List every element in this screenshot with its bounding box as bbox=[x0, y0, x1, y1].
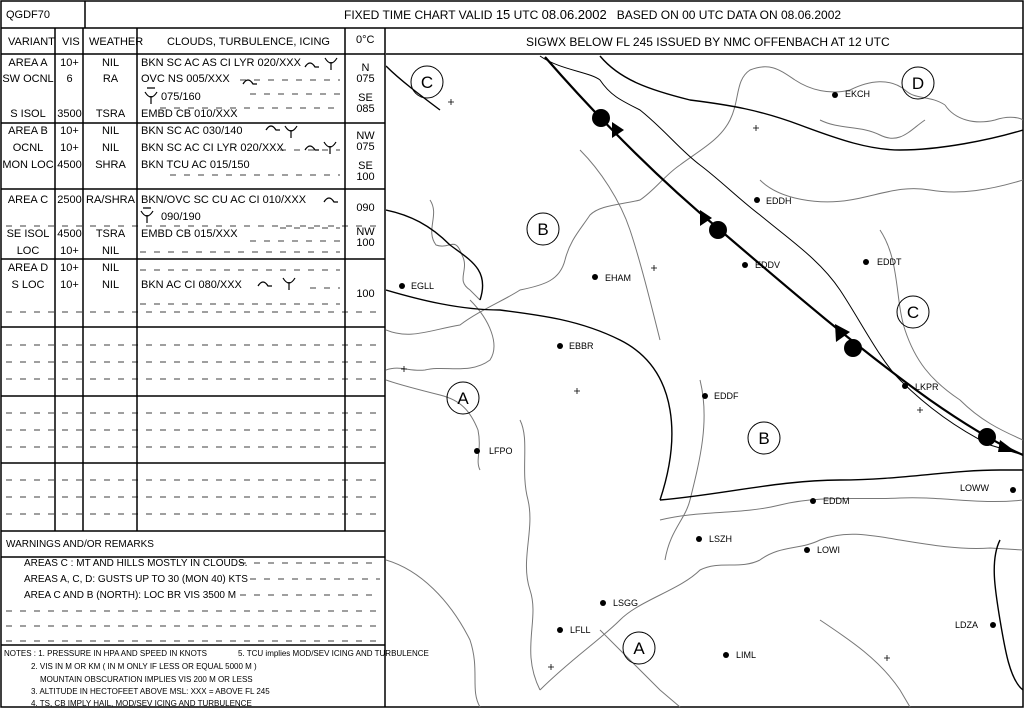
airport-label: EBBR bbox=[569, 341, 594, 351]
cell-clouds: BKN SC AC AS CI LYR 020/XXX bbox=[141, 57, 301, 69]
col-zero-degree: 0°C bbox=[356, 34, 375, 46]
cold-front bbox=[545, 57, 1023, 455]
note-5: 5. TCU implies MOD/SEV ICING AND TURBULENCE bbox=[238, 649, 429, 658]
cell-variant: S LOC bbox=[11, 279, 45, 291]
airport-label: LDZA bbox=[955, 620, 979, 630]
airport-label: EKCH bbox=[845, 89, 871, 99]
airport-label: EDDF bbox=[714, 391, 739, 401]
area-label-text bbox=[421, 73, 924, 658]
cell-vis: 10+ bbox=[60, 245, 79, 257]
zero-c2: NW bbox=[356, 226, 375, 238]
cell-vis: 3500 bbox=[57, 108, 82, 120]
cell-weather: RA bbox=[102, 73, 119, 85]
note-1: NOTES : 1. PRESSURE IN HPA AND SPEED IN KNOTS bbox=[4, 649, 208, 658]
airport-label: EHAM bbox=[605, 273, 632, 283]
area-label: C bbox=[420, 73, 434, 92]
cell-variant: SE ISOL bbox=[6, 228, 50, 240]
cell-clouds: OVC NS 005/XXX bbox=[141, 73, 230, 85]
valid-date: 08.06.2002 bbox=[541, 7, 607, 22]
cell-weather: RA/SHRA bbox=[86, 194, 135, 206]
cell-vis: 10+ bbox=[60, 262, 79, 274]
cell-variant: AREA B bbox=[8, 125, 48, 137]
airport-label: EGLL bbox=[411, 281, 435, 291]
zero-a2: 075 bbox=[356, 73, 375, 85]
col-clouds: CLOUDS, TURBULENCE, ICING bbox=[167, 36, 330, 48]
area-label-circles bbox=[411, 66, 934, 664]
airport-label: LIML bbox=[736, 650, 757, 660]
chart-id: QGDF70 bbox=[6, 9, 51, 21]
cell-variant: LOC bbox=[16, 245, 40, 257]
col-variant: VARIANT bbox=[8, 36, 55, 48]
note-2: 2. VIS IN M OR KM ( IN M ONLY IF LESS OR EQUAL 5000 M ) bbox=[31, 662, 257, 671]
airport-label: EDDH bbox=[766, 196, 792, 206]
remark-line: AREAS C : MT AND HILLS MOSTLY IN CLOUDS. bbox=[24, 558, 248, 569]
airport-labels bbox=[411, 89, 990, 660]
zero-b4: 100 bbox=[356, 171, 375, 183]
zero-b1: NW bbox=[356, 130, 375, 142]
cell-clouds: 075/160 bbox=[161, 91, 201, 103]
cell-weather: NIL bbox=[101, 125, 120, 137]
cell-vis: 10+ bbox=[60, 57, 79, 69]
col-vis: VIS bbox=[62, 36, 80, 48]
cell-vis: 2500 bbox=[57, 194, 82, 206]
area-label: A bbox=[457, 389, 469, 408]
cell-weather: TSRA bbox=[95, 228, 126, 240]
cell-clouds: 090/190 bbox=[161, 211, 201, 223]
sigwx-map bbox=[386, 55, 1023, 708]
airport-label: LFLL bbox=[570, 625, 591, 635]
cell-weather: TSRA bbox=[95, 108, 126, 120]
airport-label: EDDV bbox=[755, 260, 781, 270]
cell-clouds: BKN SC AC 030/140 bbox=[141, 125, 243, 137]
airport-label: LKPR bbox=[915, 382, 939, 392]
area-label: D bbox=[911, 74, 925, 93]
valid-hour: 15 bbox=[495, 7, 511, 22]
cell-variant: SW OCNL bbox=[2, 73, 54, 85]
zero-a3: SE bbox=[358, 92, 373, 104]
airport-label: LSZH bbox=[709, 534, 733, 544]
cell-weather: NIL bbox=[101, 57, 120, 69]
airport-label: LOWW bbox=[960, 483, 989, 493]
remark-line: AREAS A, C, D: GUSTS UP TO 30 (MON 40) KTS bbox=[24, 574, 248, 585]
chart-valid-title bbox=[344, 9, 841, 21]
zero-b2: 075 bbox=[356, 141, 375, 153]
cell-variant: OCNL bbox=[12, 142, 44, 154]
cell-vis: 4500 bbox=[57, 159, 82, 171]
note-4: 4. TS, CB IMPLY HAIL, MOD/SEV ICING AND TURBULENCE bbox=[31, 699, 252, 708]
airport-label: LSGG bbox=[613, 598, 639, 608]
cell-weather: SHRA bbox=[95, 159, 126, 171]
cell-weather: NIL bbox=[101, 245, 120, 257]
area-label: B bbox=[537, 220, 549, 239]
zero-c3: 100 bbox=[356, 237, 375, 249]
zero-c1: 090 bbox=[356, 202, 375, 214]
airport-label: LOWI bbox=[817, 545, 841, 555]
cell-clouds: EMBD CB 010/XXX bbox=[141, 108, 238, 120]
cell-variant: AREA A bbox=[8, 57, 48, 69]
col-weather: WEATHER bbox=[89, 36, 144, 48]
remarks-title: WARNINGS AND/OR REMARKS bbox=[6, 539, 154, 550]
area-label: C bbox=[906, 303, 920, 322]
cell-clouds: BKN SC AC CI LYR 020/XXX bbox=[141, 142, 284, 154]
zero-a4: 085 bbox=[356, 103, 375, 115]
airport-label: EDDM bbox=[823, 496, 850, 506]
airport-dots bbox=[399, 92, 1016, 658]
cell-clouds: BKN/OVC SC CU AC CI 010/XXX bbox=[141, 194, 307, 206]
zero-b3: SE bbox=[358, 160, 373, 172]
note-2b: MOUNTAIN OBSCURATION IMPLIES VIS 200 M OR LESS bbox=[40, 675, 253, 684]
cell-variant: AREA C bbox=[7, 194, 49, 206]
cell-vis: 6 bbox=[66, 73, 73, 85]
cell-variant: S ISOL bbox=[10, 108, 46, 120]
cell-variant: MON LOC bbox=[2, 159, 54, 171]
title-prefix: FIXED TIME CHART VALID bbox=[344, 8, 493, 22]
cell-clouds: EMBD CB 015/XXX bbox=[141, 228, 238, 240]
zero-a1: N bbox=[361, 62, 370, 74]
cell-clouds: BKN AC CI 080/XXX bbox=[141, 279, 242, 291]
remark-line: AREA C AND B (NORTH): LOC BR VIS 3500 M bbox=[24, 590, 237, 601]
zero-d1: 100 bbox=[356, 288, 375, 300]
cell-vis: 10+ bbox=[60, 279, 79, 291]
area-boundaries bbox=[386, 56, 1023, 690]
cell-weather: NIL bbox=[101, 262, 120, 274]
area-label: B bbox=[758, 429, 770, 448]
cell-weather: NIL bbox=[101, 142, 120, 154]
cell-vis: 4500 bbox=[57, 228, 82, 240]
area-label: A bbox=[633, 639, 645, 658]
map-title: SIGWX BELOW FL 245 ISSUED BY NMC OFFENBACH AT 12 UTC bbox=[526, 35, 890, 49]
valid-utc: UTC bbox=[513, 8, 539, 22]
cell-variant: AREA D bbox=[7, 262, 49, 274]
cell-vis: 10+ bbox=[60, 125, 79, 137]
cell-vis: 10+ bbox=[60, 142, 79, 154]
airport-label: EDDT bbox=[877, 257, 902, 267]
cell-clouds: BKN TCU AC 015/150 bbox=[141, 159, 250, 171]
cell-weather: NIL bbox=[101, 279, 120, 291]
note-3: 3. ALTITUDE IN HECTOFEET ABOVE MSL: XXX = ABOVE FL 245 bbox=[31, 687, 270, 696]
based-on: BASED ON 00 UTC DATA ON 08.06.2002 bbox=[616, 8, 842, 22]
airport-label: LFPO bbox=[489, 446, 513, 456]
